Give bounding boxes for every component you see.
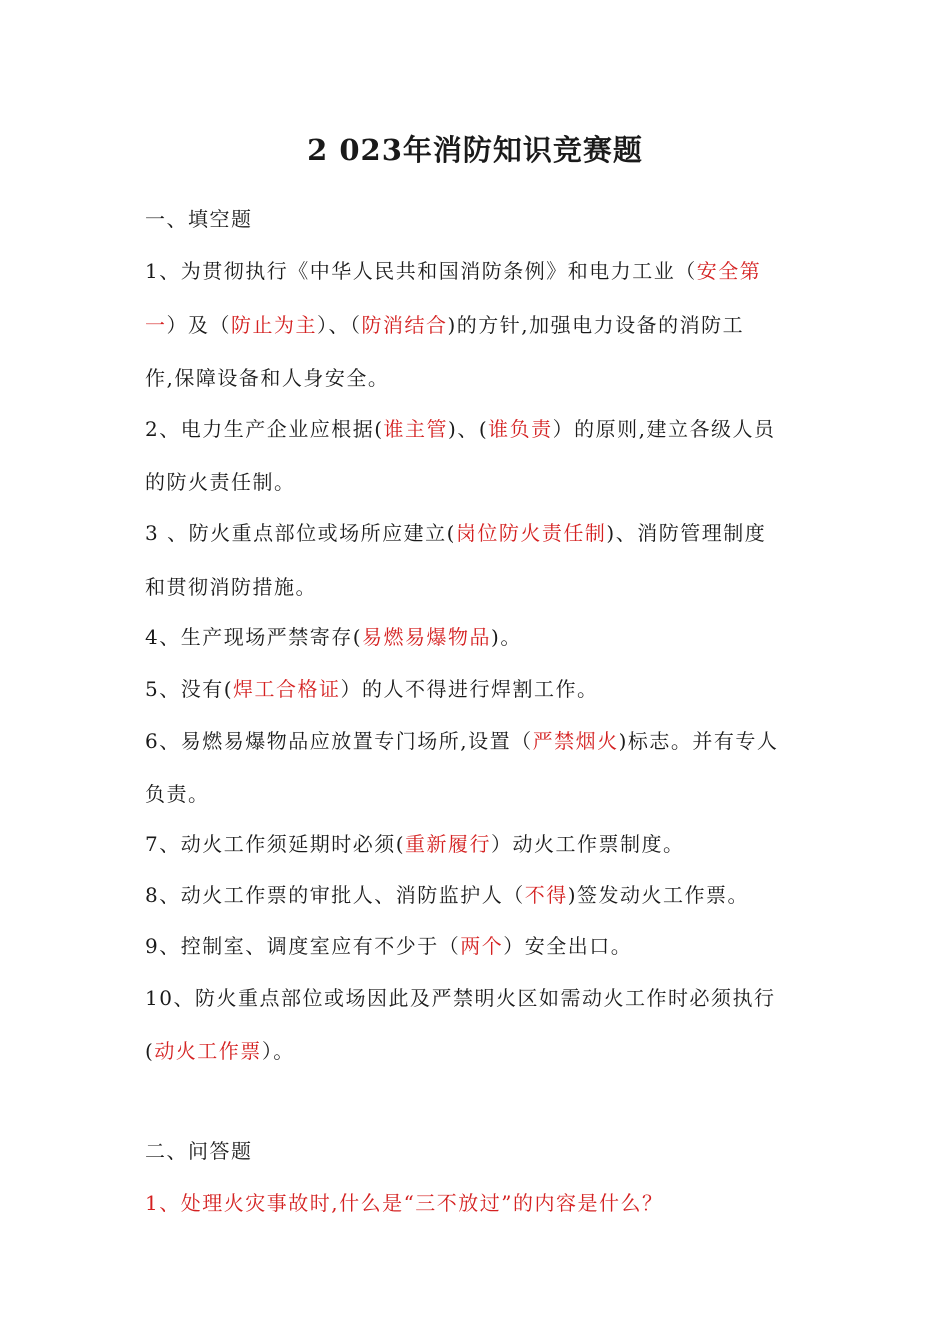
question-1-line-1	[145, 257, 825, 285]
answer-text: 防消结合	[361, 313, 448, 337]
answer-text: 安全第	[696, 259, 762, 283]
question-text: ）、（	[317, 313, 362, 337]
answer-text: 谁主管	[383, 417, 449, 441]
question-text: 7、动火工作须延期时必须(	[145, 832, 406, 856]
question-text: ）。	[261, 1039, 295, 1063]
question-text: 4、生产现场严禁寄存(	[145, 625, 363, 649]
answer-text: 谁负责	[488, 417, 553, 441]
question-3-line-1	[145, 519, 825, 547]
answer-text: 一	[145, 313, 167, 337]
question-text: 1、为贯彻执行《中华人民共和国消防条例》和电力工业（	[145, 259, 697, 283]
question-text: 9、控制室、调度室应有不少于（	[145, 934, 461, 958]
question-text: ）动火工作票制度。	[491, 832, 685, 856]
answer-text: 易燃易爆物品	[362, 625, 492, 649]
question-4	[145, 623, 825, 651]
question-7	[145, 830, 825, 858]
question-text: ）及（	[166, 313, 231, 337]
question-1-line-3: 作,保障设备和人身安全。	[145, 366, 390, 390]
answer-text: 岗位防火责任制	[455, 521, 607, 545]
question-text: 2、电力生产企业应根据(	[145, 417, 384, 441]
section-heading-fill-blank: 一、填空题	[145, 207, 253, 231]
question-text: )标志。并有专人	[618, 729, 779, 753]
answer-text: 焊工合格证	[233, 677, 341, 701]
question-text: 3 、防火重点部位或场所应建立(	[145, 521, 456, 545]
question-2-line-2: 的防火责任制。	[145, 470, 296, 494]
answer-text: 两个	[460, 934, 504, 958]
question-10-line-2	[145, 1037, 825, 1065]
question-8	[145, 881, 825, 909]
question-5	[145, 675, 825, 703]
question-text: ）的原则,建立各级人员	[552, 417, 776, 441]
question-3-line-2: 和贯彻消防措施。	[145, 575, 317, 599]
qa-question-1: 1、处理火灾事故时,什么是“三不放过”的内容是什么？	[145, 1191, 664, 1215]
question-6-line-2: 负责。	[145, 782, 210, 806]
answer-text: 不得	[524, 883, 568, 907]
section-heading-qa: 二、问答题	[145, 1139, 253, 1163]
answer-text: 严禁烟火	[532, 729, 619, 753]
question-10-line-1: 10、防火重点部位或场因此及严禁明火区如需动火工作时必须执行	[145, 986, 776, 1010]
question-text: )。	[491, 625, 522, 649]
question-text: )、消防管理制度	[606, 521, 767, 545]
question-text: )的方针,加强电力设备的消防工	[447, 313, 745, 337]
question-text: 5、没有(	[145, 677, 234, 701]
question-6-line-1	[145, 727, 825, 755]
page-title: 2 023年消防知识竞赛题	[307, 133, 643, 167]
question-text: 8、动火工作票的审批人、消防监护人（	[145, 883, 525, 907]
question-1-line-2	[145, 311, 825, 339]
question-text: (	[145, 1039, 155, 1063]
question-text: ）的人不得进行焊割工作。	[340, 677, 599, 701]
answer-text: 防止为主	[231, 313, 317, 337]
question-text: ）安全出口。	[503, 934, 633, 958]
question-text: 6、易燃易爆物品应放置专门场所,设置（	[145, 729, 533, 753]
question-2-line-1	[145, 415, 825, 443]
question-text: )、(	[448, 417, 489, 441]
answer-text: 重新履行	[405, 832, 492, 856]
answer-text: 动火工作票	[154, 1039, 262, 1063]
question-text: )签发动火工作票。	[567, 883, 750, 907]
question-9	[145, 932, 825, 960]
